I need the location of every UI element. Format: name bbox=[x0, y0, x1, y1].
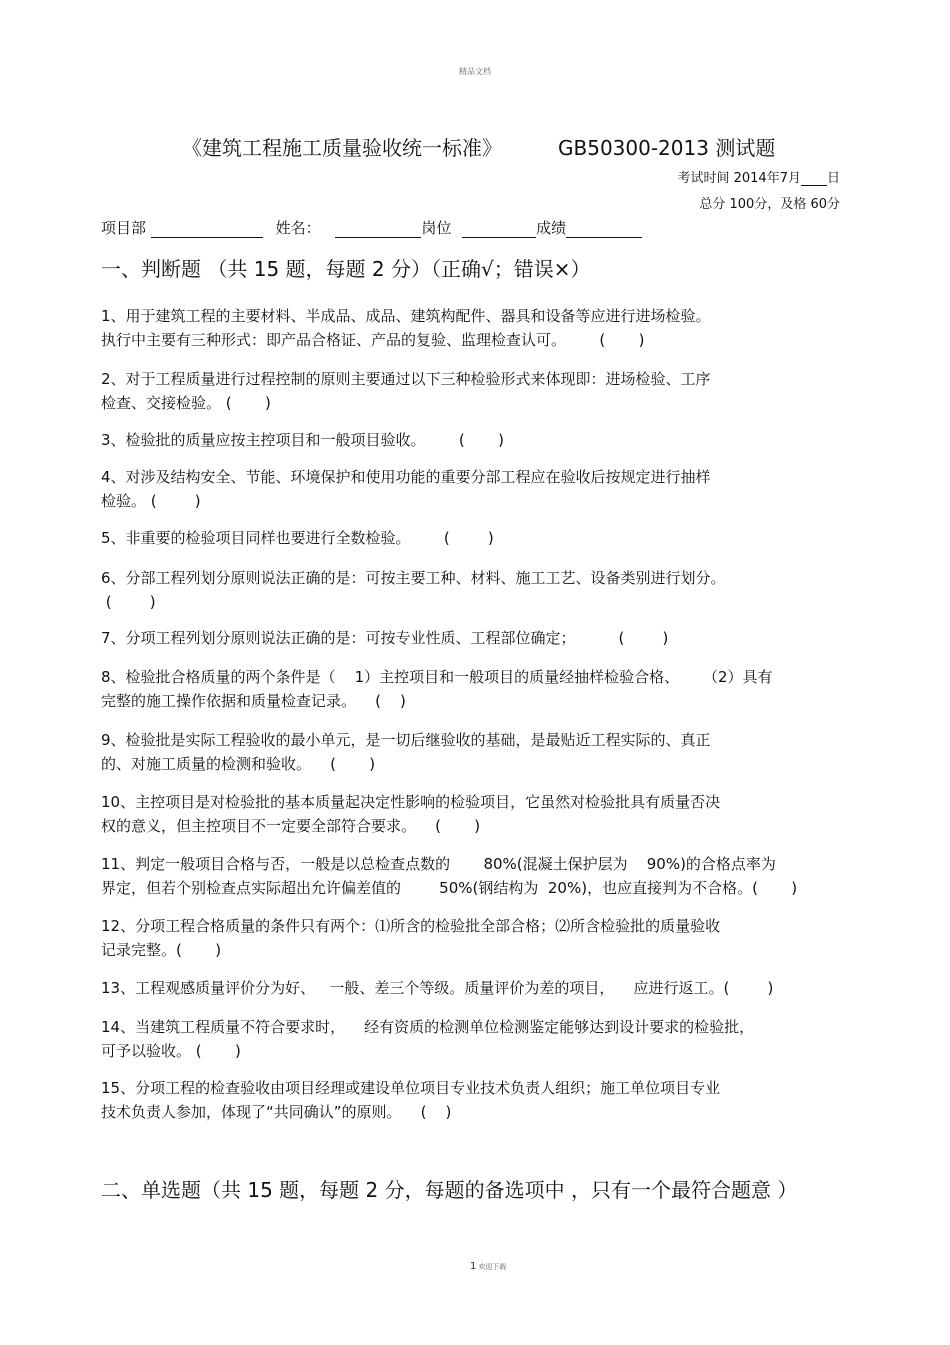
question-item: 11、判定一般项目合格与否，一般是以总检查点数的 80%(混凝土保护层为 90%)的合格点率为 界定，但若个别检查点实际超出允许偏差值的 50%(钢结构为 20%)，也应直接判为不合格。( ) bbox=[101, 855, 798, 897]
question-item: 8、检验批合格质量的两个条件是（ 1）主控项目和一般项目的质量经抽样检验合格、 （2）具有 完整的施工操作依据和质量检查记录。 ( ) bbox=[101, 668, 773, 710]
question-item: 15、分项工程的检查验收由项目经理或建设单位项目专业技术负责人组织；施工单位项目专业 技术负责人参加，体现了“共同确认”的原则。 ( ) bbox=[101, 1079, 721, 1121]
question-item: 7、分项工程列划分原则说法正确的是：可按专业性质、工程部位确定； ( ) bbox=[101, 629, 669, 647]
exam-time-prefix: 考试时间 2014年7月 bbox=[677, 171, 801, 186]
score-line: 总分 100分，及格 60分 bbox=[699, 197, 840, 212]
page-footer bbox=[470, 1261, 506, 1272]
footer-text: 欢迎下载 bbox=[478, 1263, 507, 1271]
project-label: 项目部 bbox=[101, 219, 147, 237]
question-item: 9、检验批是实际工程验收的最小单元，是一切后继验收的基础，是最贴近工程实际的、真正 的、对施工质量的检测和验收。 ( ) bbox=[101, 731, 711, 773]
question-item: 10、主控项目是对检验批的基本质量起决定性影响的检验项目，它虽然对检验批具有质量否决 权的意义，但主控项目不一定要全部符合要求。 ( ) bbox=[101, 793, 721, 835]
question-item: 14、当建筑工程质量不符合要求时， 经有资质的检测单位检测鉴定能够达到设计要求的检验批， 可予以验收。 ( ) bbox=[101, 1018, 755, 1060]
question-item: 4、对涉及结构安全、节能、环境保护和使用功能的重要分部工程应在验收后按规定进行抽样 检验。 ( ) bbox=[101, 468, 711, 510]
name-label: 姓名： bbox=[275, 219, 321, 237]
day-blank bbox=[801, 172, 827, 186]
grade-blank bbox=[566, 221, 642, 238]
header-watermark: 精品文档 bbox=[459, 67, 491, 76]
post-blank bbox=[462, 221, 536, 238]
info-row bbox=[101, 217, 642, 238]
title-code: GB50300-2013 测试题 bbox=[558, 136, 776, 160]
post-label: 岗位 bbox=[421, 219, 452, 237]
name-blank bbox=[335, 221, 421, 238]
exam-time-suffix: 日 bbox=[826, 171, 840, 186]
document-title bbox=[182, 132, 775, 161]
question-item: 3、检验批的质量应按主控项目和一般项目验收。 ( ) bbox=[101, 431, 505, 449]
exam-time bbox=[677, 167, 840, 186]
page-number: 1 bbox=[470, 1261, 477, 1272]
question-item: 1、用于建筑工程的主要材料、半成品、成品、建筑构配件、器具和设备等应进行进场检验。 执行中主要有三种形式：即产品合格证、产品的复验、监理检查认可。 ( ) bbox=[101, 307, 711, 349]
question-item: 13、工程观感质量评价分为好、 一般、差三个等级。质量评价为差的项目， 应进行返工。( ) bbox=[101, 979, 774, 997]
question-item: 6、分部工程列划分原则说法正确的是：可按主要工种、材料、施工工艺、设备类别进行划分。 ( ) bbox=[101, 569, 726, 611]
question-item: 12、分项工程合格质量的条件只有两个：⑴所含的检验批全部合格；⑵所含检验批的质量验收 记录完整。( ) bbox=[101, 917, 721, 959]
grade-label: 成绩 bbox=[536, 219, 567, 237]
section-heading-single-choice: 二、单选题（共 15 题，每题 2 分，每题的备选项中 ，只有一个最符合题意 ） bbox=[101, 1178, 798, 1202]
question-item: 2、对于工程质量进行过程控制的原则主要通过以下三种检验形式来体现即：进场检验、工序 检查、交接检验。 ( ) bbox=[101, 370, 711, 412]
title-main: 《建筑工程施工质量验收统一标准》 bbox=[182, 136, 502, 160]
question-item: 5、非重要的检验项目同样也要进行全数检验。 ( ) bbox=[101, 529, 494, 547]
section-heading-judgement: 一、判断题 （共 15 题，每题 2 分）（正确√；错误×） bbox=[101, 257, 591, 281]
project-blank bbox=[151, 221, 263, 238]
